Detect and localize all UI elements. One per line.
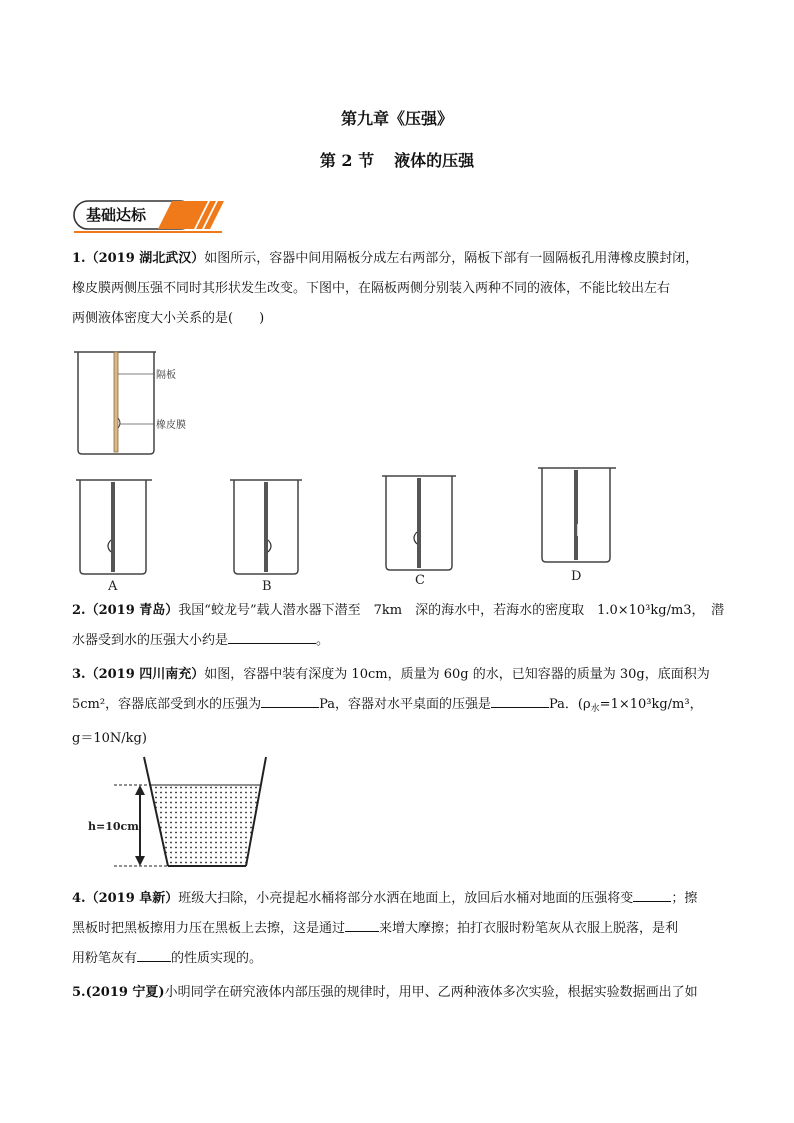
q4-text-2-post: 来增大摩擦；拍打衣服时粉笔灰从衣服上脱落，是利	[379, 921, 679, 936]
label-partition: 隔板	[156, 370, 176, 381]
section-number: 第 2 节	[319, 151, 375, 170]
q4-number: 4.	[72, 891, 86, 906]
chapter-title: 第九章《压强》	[340, 109, 453, 128]
q3-container-figure	[84, 755, 294, 875]
q3-line-2	[72, 690, 728, 724]
q3-text-2c: Pa．(ρ	[549, 697, 591, 712]
q4-text-3-post: 的性质实现的。	[171, 951, 263, 966]
q4-blank-2[interactable]	[345, 917, 379, 932]
q2-number: 2.	[72, 603, 86, 618]
q3-number: 3.	[72, 667, 86, 682]
q3-source: （2019 四川南充）	[85, 667, 205, 682]
q3-text-2a: 5cm²，容器底部受到水的压强为	[72, 697, 262, 712]
q4-line-1	[72, 884, 728, 914]
q3-text-3: g＝10N/kg)	[72, 731, 147, 746]
section-name: 液体的压强	[394, 151, 475, 170]
q1-main-figure	[72, 346, 222, 458]
q1-text-1: 如图所示，容器中间用隔板分成左右两部分，隔板下部有一圆隔板孔用薄橡皮膜封闭，	[204, 251, 699, 266]
q2-text-2-post: 。	[316, 633, 330, 648]
q5-number: 5.	[72, 985, 86, 1000]
q4-text-3-pre: 用粉笔灰有	[72, 951, 138, 966]
q2-blank[interactable]	[228, 629, 316, 644]
q2-line-2	[72, 626, 728, 656]
q3-depth-label: h=10cm	[88, 820, 139, 833]
question-5	[72, 978, 728, 1008]
option-c-figure	[382, 470, 472, 594]
q1-source: （2019 湖北武汉）	[85, 251, 205, 266]
option-b-label: B	[262, 579, 272, 594]
option-b-figure	[230, 474, 320, 594]
q1-text-3: 两侧液体密度大小关系的是( )	[72, 311, 265, 326]
question-2	[72, 596, 728, 656]
q3-line-1	[72, 660, 728, 690]
q5-line-1	[72, 978, 728, 1008]
q4-blank-3[interactable]	[137, 947, 171, 962]
q4-text-1-post: ；擦	[671, 891, 698, 906]
q2-text-2-pre: 水器受到水的压强大小约是	[72, 633, 229, 648]
q3-text-2b: Pa，容器对水平桌面的压强是	[319, 697, 492, 712]
option-d-label: D	[571, 569, 582, 584]
q4-line-2	[72, 914, 728, 944]
question-1	[72, 244, 728, 334]
question-4	[72, 884, 728, 974]
q3-blank-1[interactable]	[261, 693, 319, 708]
label-membrane: 橡皮膜	[156, 420, 186, 431]
q2-source: （2019 青岛）	[85, 603, 179, 618]
section-title	[0, 148, 794, 171]
question-3	[72, 660, 728, 754]
q3-text-1: 如图，容器中装有深度为 10cm，质量为 60g 的水，已知容器的质量为 30g，底面积为	[204, 667, 710, 682]
badge-label: 基础达标	[86, 206, 147, 224]
q4-blank-1[interactable]	[633, 887, 671, 902]
option-d-figure	[538, 462, 628, 588]
q5-text-1: 小明同学在研究液体内部压强的规律时，用甲、乙两种液体多次实验，根据实验数据画出了如	[164, 985, 698, 1000]
option-c-label: C	[415, 573, 425, 588]
q2-text-1: 我国“蛟龙号”载人潜水器下潜至 7km 深的海水中，若海水的密度取 1.0×10³kg/m3， 潜	[178, 603, 725, 618]
q3-rho-sub: 水	[590, 704, 600, 714]
q3-text-2d: =1×10³kg/m³，	[599, 697, 703, 712]
option-a-figure	[76, 474, 166, 594]
q4-text-1-pre: 班级大扫除，小亮提起水桶将部分水洒在地面上，放回后水桶对地面的压强将变	[178, 891, 634, 906]
q1-text-2: 橡皮膜两侧压强不同时其形状发生改变。下图中，在隔板两侧分别装入两种不同的液体，不能比较出左右	[72, 281, 671, 296]
q5-source: (2019 宁夏)	[85, 985, 165, 1000]
q2-line-1	[72, 596, 728, 626]
option-a-label: A	[108, 579, 118, 594]
q1-number: 1.	[72, 251, 86, 266]
q4-source: （2019 阜新）	[85, 891, 179, 906]
q4-line-3	[72, 944, 728, 974]
q4-text-2-pre: 黑板时把黑板擦用力压在黑板上去擦，这是通过	[72, 921, 346, 936]
q3-blank-2[interactable]	[491, 693, 549, 708]
q1-line-1	[72, 244, 728, 274]
